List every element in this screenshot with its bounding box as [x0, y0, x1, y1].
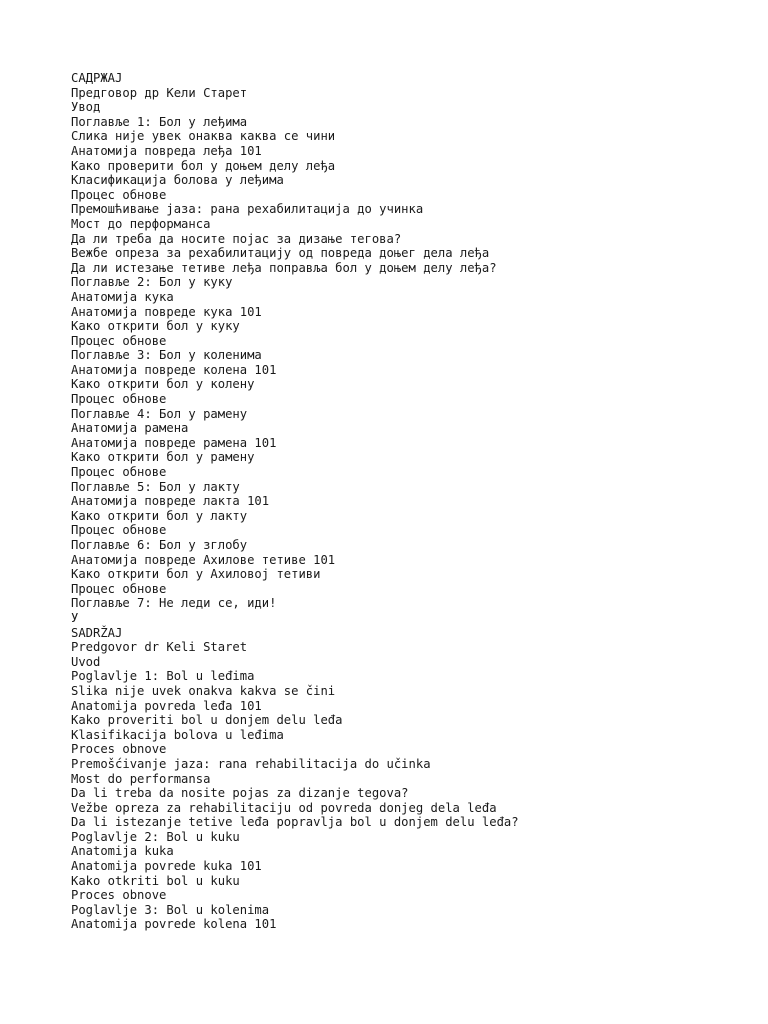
toc-line: Proces obnove	[71, 742, 167, 757]
toc-chapter-line: Поглавље 3: Бол у коленима	[71, 348, 262, 363]
toc-line: Да ли истезање тетиве леђа поправља бол у доњем делу леђа?	[71, 260, 497, 275]
toc-line: Увод	[71, 100, 101, 115]
toc-line: Да ли треба да носите појас за дизање тегова?	[71, 231, 402, 246]
toc-line: Premošćivanje jaza: rana rehabilitacija do učinka	[71, 756, 431, 771]
toc-line: Класификација болова у леђима	[71, 173, 284, 188]
toc-line: Процес обнове	[71, 465, 167, 480]
toc-line: Anatomija povrede kuka 101	[71, 859, 262, 874]
toc-chapter-line: Poglavlje 2: Bol u kuku	[71, 829, 240, 844]
toc-chapter-line: Poglavlje 3: Bol u kolenima	[71, 902, 270, 917]
toc-line: Slika nije uvek onakva kakva se čini	[71, 683, 336, 698]
toc-line: Klasifikacija bolova u leđima	[71, 727, 284, 742]
toc-line: Vežbe opreza za rehabilitaciju od povreda donjeg dela leđa	[71, 800, 497, 815]
toc-line: Анатомија повреде лакта 101	[71, 494, 270, 509]
toc-line: Слика није увек онаква каква се чини	[71, 129, 336, 144]
toc-heading-latin: SADRŽAJ	[71, 625, 123, 640]
document-page	[71, 71, 761, 932]
toc-line: Премошћивање јаза: рана рехабилитација до учинка	[71, 202, 424, 217]
toc-line: Kako proveriti bol u donjem delu leđa	[71, 713, 343, 728]
toc-line: Анатомија рамена	[71, 421, 189, 436]
toc-line: Процес обнове	[71, 392, 167, 407]
toc-line: Како открити бол у куку	[71, 319, 240, 334]
toc-chapter-line: Поглавље 4: Бол у рамену	[71, 406, 248, 421]
toc-line: Процес обнове	[71, 523, 167, 538]
toc-line: Како открити бол у рамену	[71, 450, 255, 465]
toc-line: Како открити бол у колену	[71, 377, 255, 392]
toc-line: Предговор др Кели Старет	[71, 85, 248, 100]
toc-line: У	[71, 610, 79, 625]
toc-line: Анатомија кука	[71, 289, 174, 304]
toc-line: Процес обнове	[71, 581, 167, 596]
toc-chapter-line: Поглавље 1: Бол у леђима	[71, 114, 248, 129]
toc-line: Predgovor dr Keli Staret	[71, 640, 248, 655]
toc-line: Како проверити бол у доњем делу леђа	[71, 158, 336, 173]
toc-chapter-line: Поглавље 2: Бол у куку	[71, 275, 233, 290]
toc-line: Процес обнове	[71, 333, 167, 348]
toc-line: Како открити бол у лакту	[71, 508, 248, 523]
toc-chapter-line: Поглавље 5: Бол у лакту	[71, 479, 240, 494]
toc-chapter-line: Poglavlje 1: Bol u leđima	[71, 669, 255, 684]
toc-line: Most do performansa	[71, 771, 211, 786]
toc-line: Вежбе опреза за рехабилитацију од повреда доњег дела леђа	[71, 246, 490, 261]
toc-heading-cyrillic: САДРЖАЈ	[71, 71, 123, 85]
toc-line: Anatomija kuka	[71, 844, 174, 859]
toc-line: Da li treba da nosite pojas za dizanje tegova?	[71, 786, 409, 801]
toc-line: Процес обнове	[71, 187, 167, 202]
toc-line: Анатомија повреде рамена 101	[71, 435, 277, 450]
toc-line: Uvod	[71, 654, 101, 669]
toc-line: Anatomija povrede kolena 101	[71, 917, 277, 932]
toc-chapter-line: Поглавље 6: Бол у зглобу	[71, 538, 248, 552]
toc-line: Anatomija povreda leđa 101	[71, 698, 262, 713]
toc-line: Proces obnove	[71, 888, 167, 903]
toc-line: Анатомија повреде Ахилове тетиве 101	[71, 552, 336, 567]
toc-line: Мост до перформанса	[71, 216, 211, 231]
toc-line: Da li istezanje tetive leđa popravlja bol u donjem delu leđa?	[71, 815, 519, 830]
toc-chapter-line: Поглавље 7: Не леди се, иди!	[71, 596, 277, 611]
toc-line: Како открити бол у Ахиловој тетиви	[71, 567, 321, 582]
toc-line: Анатомија повреде кука 101	[71, 304, 262, 319]
toc-line: Анатомија повреде колена 101	[71, 362, 277, 377]
toc-line: Анатомија повреда леђа 101	[71, 143, 262, 158]
toc-line: Kako otkriti bol u kuku	[71, 873, 240, 888]
